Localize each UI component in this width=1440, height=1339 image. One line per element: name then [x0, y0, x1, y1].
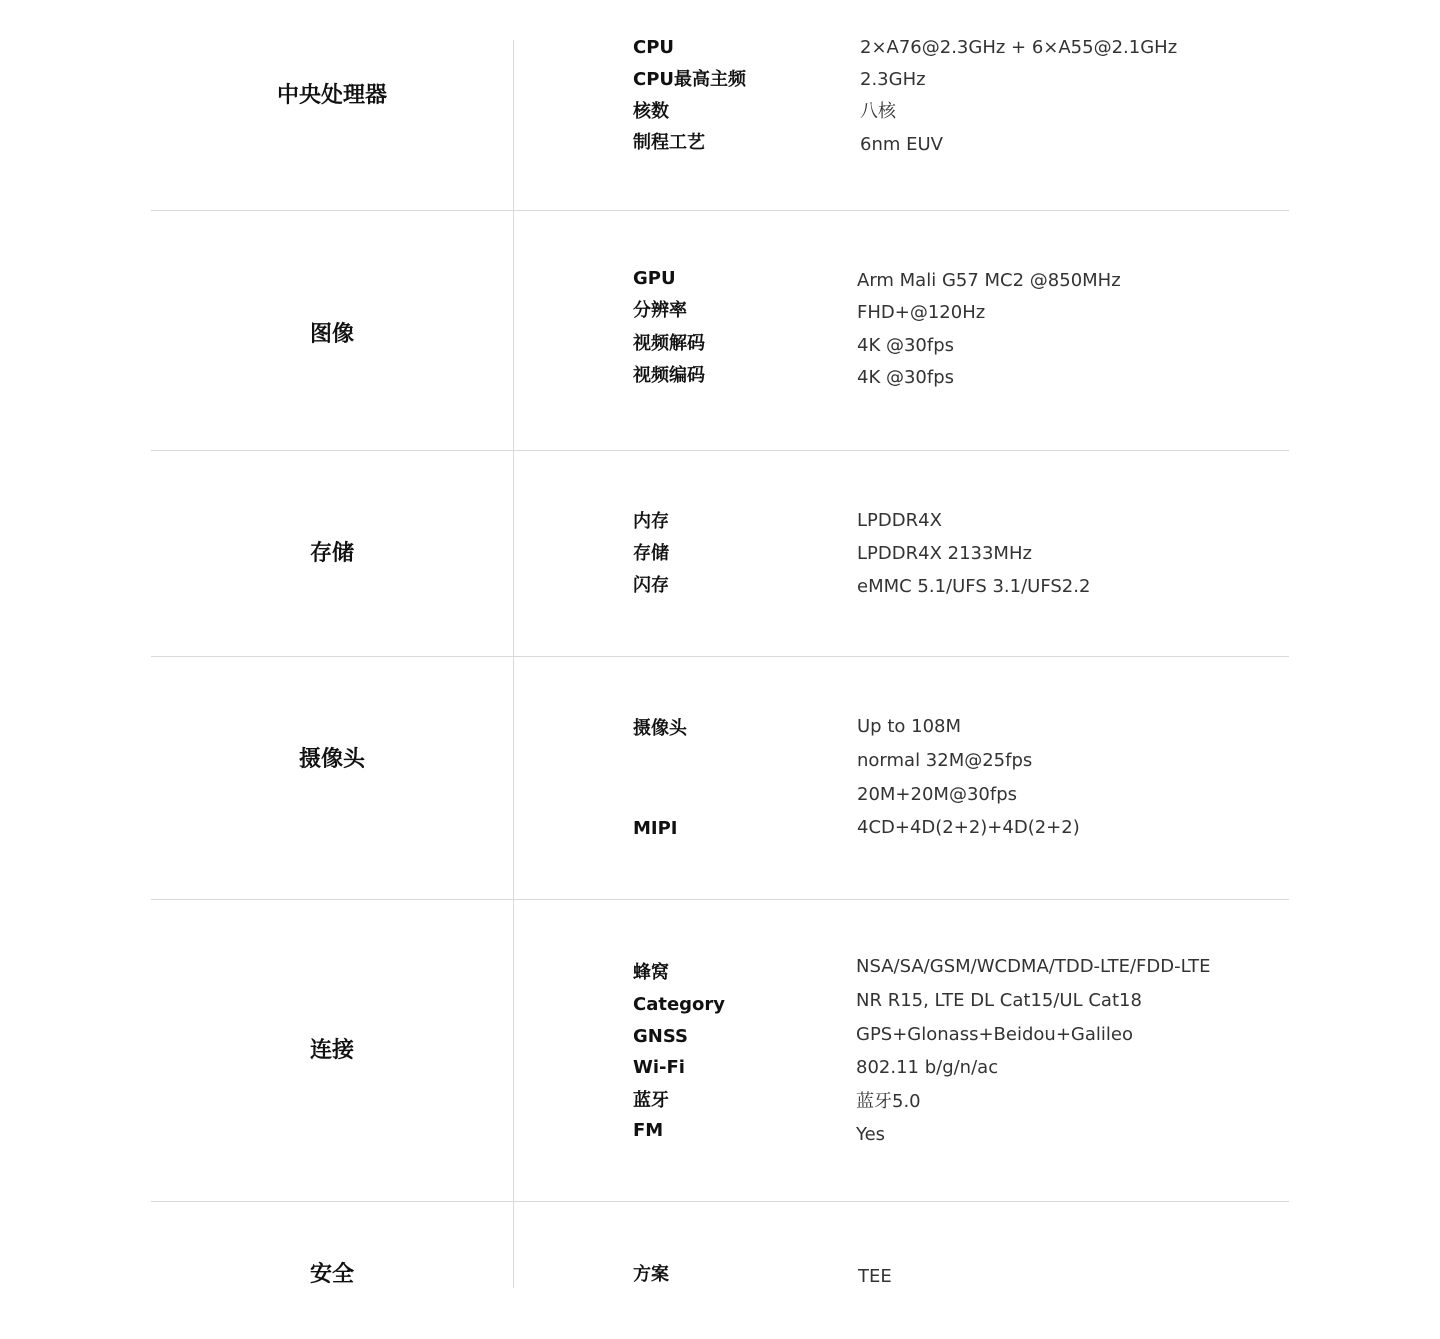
- spec-label-gpu: GPU: [633, 268, 676, 289]
- section-title-camera: 摄像头: [298, 747, 365, 772]
- spec-label-resolution: 分辨率: [633, 300, 687, 321]
- spec-label-camera: 摄像头: [633, 718, 687, 739]
- spec-value-memory: LPDDR4X: [857, 510, 942, 531]
- spec-label-cpu: CPU: [633, 37, 675, 58]
- spec-value-video-encode: 4K @30fps: [857, 367, 955, 388]
- row-divider: [151, 450, 1289, 451]
- spec-label-storage: 存储: [633, 543, 669, 564]
- spec-value-resolution: FHD+@120Hz: [857, 302, 986, 323]
- spec-label-video-encode: 视频编码: [633, 365, 705, 386]
- spec-label-video-decode: 视频解码: [633, 333, 705, 354]
- spec-label-gnss: GNSS: [633, 1026, 688, 1047]
- spec-value-max-freq: 2.3GHz: [860, 69, 926, 90]
- spec-label-max-freq: CPU最高主频: [633, 69, 747, 90]
- column-divider: [513, 40, 514, 1288]
- spec-value-camera-dual: 20M+20M@30fps: [857, 784, 1017, 805]
- spec-label-fm: FM: [633, 1120, 664, 1141]
- spec-value-cpu: 2×A76@2.3GHz + 6×A55@2.1GHz: [860, 37, 1178, 58]
- section-title-security: 安全: [309, 1262, 354, 1287]
- spec-value-camera-normal: normal 32M@25fps: [857, 750, 1033, 771]
- spec-label-process: 制程工艺: [633, 132, 705, 153]
- spec-label-category: Category: [633, 994, 726, 1015]
- spec-value-gpu: Arm Mali G57 MC2 @850MHz: [857, 270, 1121, 291]
- spec-label-scheme: 方案: [633, 1264, 669, 1285]
- row-divider: [151, 899, 1289, 900]
- spec-value-cellular: NSA/SA/GSM/WCDMA/TDD-LTE/FDD-LTE: [856, 956, 1211, 977]
- spec-value-bluetooth: 蓝牙5.0: [856, 1091, 921, 1112]
- spec-value-video-decode: 4K @30fps: [857, 335, 955, 356]
- section-title-graphics: 图像: [309, 322, 354, 347]
- spec-value-mipi: 4CD+4D(2+2)+4D(2+2): [857, 817, 1080, 838]
- spec-value-category: NR R15, LTE DL Cat15/UL Cat18: [856, 990, 1142, 1011]
- spec-value-process: 6nm EUV: [860, 134, 943, 155]
- spec-value-wifi: 802.11 b/g/n/ac: [856, 1057, 999, 1078]
- spec-value-gnss: GPS+Glonass+Beidou+Galileo: [856, 1024, 1133, 1045]
- spec-value-flash: eMMC 5.1/UFS 3.1/UFS2.2: [857, 576, 1091, 597]
- spec-label-wifi: Wi-Fi: [633, 1057, 685, 1078]
- spec-value-camera-max: Up to 108M: [857, 716, 962, 737]
- row-divider: [151, 1201, 1289, 1202]
- section-title-cpu: 中央处理器: [276, 83, 387, 108]
- spec-value-storage: LPDDR4X 2133MHz: [857, 543, 1032, 564]
- spec-label-memory: 内存: [633, 511, 669, 532]
- row-divider: [151, 656, 1289, 657]
- spec-label-bluetooth: 蓝牙: [633, 1090, 669, 1111]
- spec-label-flash: 闪存: [633, 575, 669, 596]
- spec-label-mipi: MIPI: [633, 818, 678, 839]
- row-divider: [151, 210, 1289, 211]
- spec-table: [151, 0, 1289, 1339]
- section-title-storage: 存储: [309, 541, 354, 566]
- section-title-connectivity: 连接: [309, 1038, 354, 1063]
- spec-label-cores: 核数: [633, 101, 669, 122]
- spec-value-fm: Yes: [856, 1124, 886, 1145]
- spec-label-cellular: 蜂窝: [633, 962, 669, 983]
- spec-value-cores: 八核: [860, 101, 896, 122]
- spec-value-scheme: TEE: [858, 1266, 892, 1287]
